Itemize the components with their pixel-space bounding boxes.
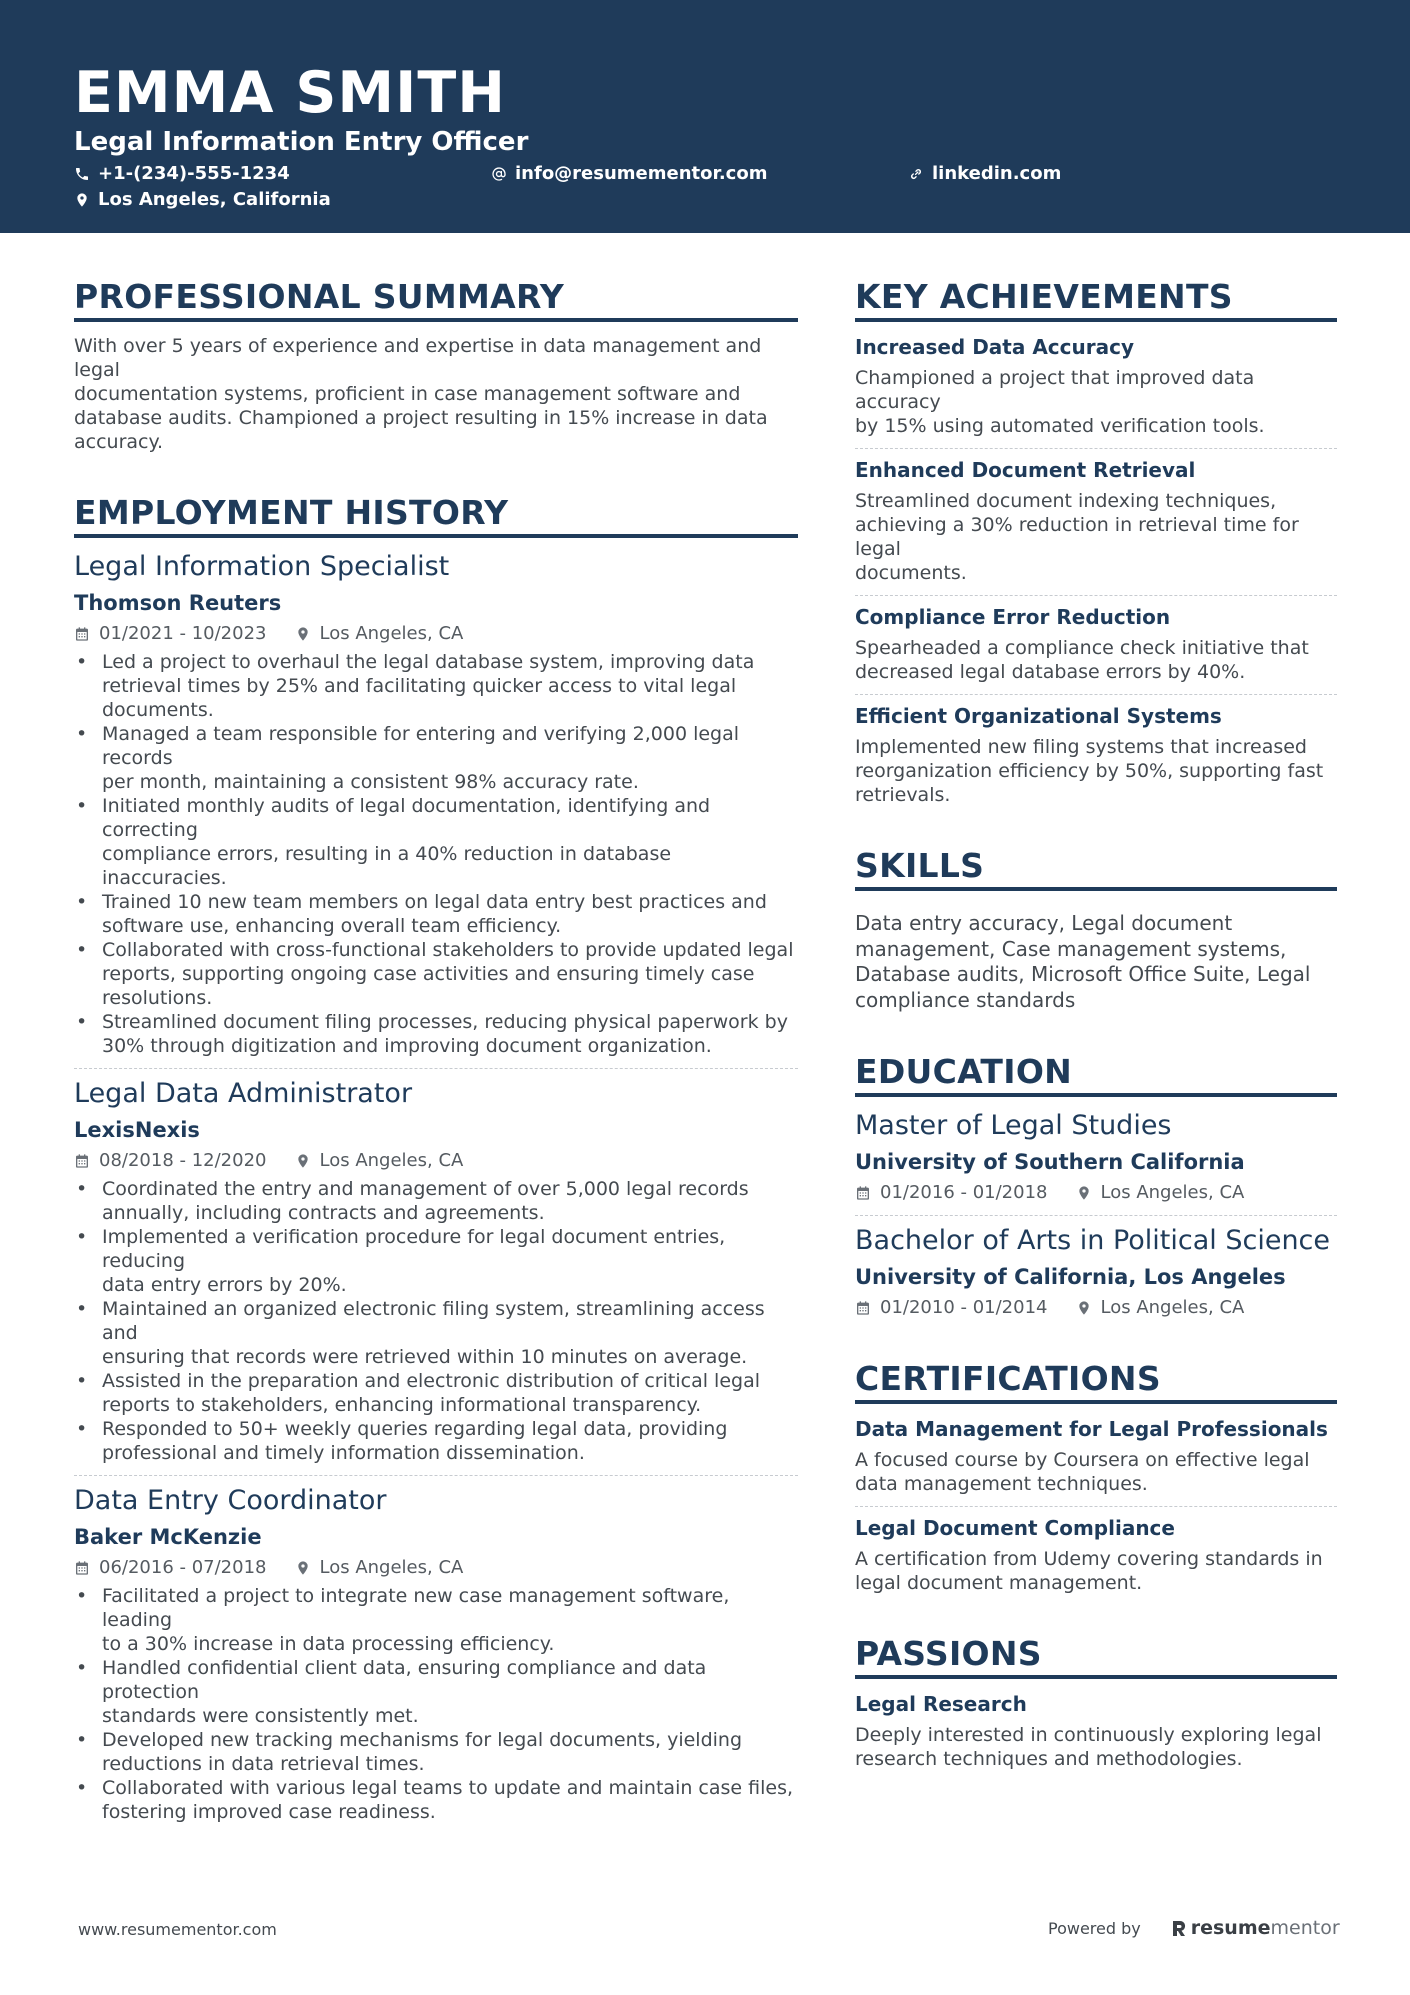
school-name: University of Southern California: [855, 1150, 1245, 1174]
skills-text: [855, 911, 1337, 1013]
description-line: Championed a project that improved data accuracy: [855, 367, 1255, 413]
bullet-line: ensuring that records were retrieved within 10 minutes on average.: [102, 1346, 748, 1368]
bullet-line: professional and timely information dissemination.: [102, 1442, 585, 1464]
divider: [855, 694, 1337, 695]
description-line: A focused course by Coursera on effective legal: [855, 1449, 1310, 1471]
bullet-line: documents.: [102, 699, 214, 721]
achievement-description: [855, 489, 1337, 585]
description-line: by 15% using automated verification tools.: [855, 415, 1265, 437]
bullet-line: 30% through digitization and improving document organization.: [102, 1035, 712, 1057]
job-bullets: [74, 650, 798, 1058]
skills-line: Data entry accuracy, Legal document: [855, 911, 1233, 935]
passions-list: [855, 1691, 1337, 1771]
location-group: [295, 1556, 464, 1580]
bullet-line: • Facilitated a project to integrate new case management software, leading: [102, 1585, 730, 1631]
location-text: Los Angeles, California: [98, 189, 331, 210]
location-text: Los Angeles, CA: [319, 1557, 464, 1578]
link-icon: [908, 166, 924, 182]
job-bullet: [74, 1584, 798, 1656]
dates-text: 01/2021 - 10/2023: [99, 623, 267, 644]
bullet-line: fostering improved case readiness.: [102, 1801, 436, 1823]
contact-linkedin[interactable]: [908, 163, 1061, 185]
job-entry: [74, 1484, 798, 1824]
candidate-name: EMMA SMITH: [74, 60, 506, 126]
description-line: decreased legal database errors by 40%.: [855, 661, 1246, 683]
job-entry: [74, 1077, 798, 1465]
location-pin-icon: [295, 1153, 311, 1169]
dates-group: [855, 1296, 1048, 1320]
divider: [855, 1215, 1337, 1216]
passion: [855, 1691, 1337, 1771]
job-bullet: [74, 1417, 798, 1465]
description-line: achieving a 30% reduction in retrieval time for legal: [855, 514, 1299, 560]
bullet-line: compliance errors, resulting in a 40% reduction in database inaccuracies.: [102, 843, 672, 889]
bullet-line: annually, including contracts and agreements.: [102, 1202, 545, 1224]
degree-title: Bachelor of Arts in Political Science: [855, 1225, 1331, 1256]
passion-description: [855, 1723, 1337, 1771]
dates-group: [74, 1556, 267, 1580]
location-group: [1076, 1296, 1245, 1320]
bullet-line: • Collaborated with various legal teams to update and maintain case files,: [102, 1777, 794, 1799]
date-location-row: [74, 1556, 798, 1580]
employment-section: [74, 492, 798, 1824]
bullet-line: • Streamlined document filing processes, reducing physical paperwork by: [102, 1011, 788, 1033]
bullet-line: • Handled confidential client data, ensuring compliance and data protection: [102, 1657, 707, 1703]
bullet-line: resolutions.: [102, 987, 213, 1009]
dates-text: 06/2016 - 07/2018: [99, 1557, 267, 1578]
job-bullet: [74, 1225, 798, 1297]
date-location-row: [855, 1181, 1337, 1205]
bullet-line: • Responded to 50+ weekly queries regarding legal data, providing: [102, 1418, 728, 1440]
achievement-title: Compliance Error Reduction: [855, 605, 1171, 629]
job-title: Data Entry Coordinator: [74, 1485, 387, 1516]
job-bullet: [74, 650, 798, 722]
calendar-icon: [855, 1300, 871, 1316]
achievement: [855, 604, 1337, 684]
skills-line: compliance standards: [855, 987, 1076, 1012]
bullet-line: data entry errors by 20%.: [102, 1274, 347, 1296]
footer-website[interactable]: www.resumementor.com: [78, 1920, 277, 1939]
email-text: info@resumementor.com: [515, 163, 768, 184]
description-line: Implemented new filing systems that increased: [855, 736, 1307, 758]
phone-icon: [74, 166, 90, 182]
divider: [855, 448, 1337, 449]
job-bullets: [74, 1584, 798, 1824]
dates-group: [74, 622, 267, 646]
bullet-line: • Maintained an organized electronic filing system, streamlining access and: [102, 1298, 765, 1344]
brand-mark-icon: [1171, 1919, 1187, 1937]
bullet-line: • Coordinated the entry and management of over 5,000 legal records: [102, 1178, 749, 1200]
job-bullet: [74, 794, 798, 890]
certifications-heading: CERTIFICATIONS: [855, 1358, 1337, 1404]
description-line: retrievals.: [855, 784, 951, 806]
footer-powered: [1048, 1917, 1340, 1939]
achievements-list: [855, 334, 1337, 807]
passions-heading: PASSIONS: [855, 1633, 1337, 1679]
summary-text: [74, 334, 798, 454]
achievements-heading: KEY ACHIEVEMENTS: [855, 276, 1337, 322]
education-heading: EDUCATION: [855, 1051, 1337, 1097]
skills-heading: SKILLS: [855, 845, 1337, 891]
company-name: Baker McKenzie: [74, 1525, 262, 1549]
brand-light: mentor: [1270, 1917, 1340, 1939]
summary-section: [74, 276, 798, 454]
contact-location: [74, 189, 331, 211]
location-pin-icon: [295, 1560, 311, 1576]
certification-title: Data Management for Legal Professionals: [855, 1417, 1328, 1441]
skills-section: [855, 845, 1337, 1013]
bullet-line: to a 30% increase in data processing efficiency.: [102, 1633, 555, 1655]
dates-text: 01/2016 - 01/2018: [880, 1182, 1048, 1203]
jobs-list: [74, 550, 798, 1824]
job-bullet: [74, 1177, 798, 1225]
job-bullet: [74, 1369, 798, 1417]
divider: [855, 1506, 1337, 1507]
achievement: [855, 457, 1337, 585]
achievement: [855, 334, 1337, 438]
location-text: Los Angeles, CA: [1100, 1297, 1245, 1318]
at-icon: [491, 166, 507, 182]
bullet-line: software use, enhancing overall team efficiency.: [102, 915, 562, 937]
description-line: reorganization efficiency by 50%, supporting fast: [855, 760, 1324, 782]
summary-heading: PROFESSIONAL SUMMARY: [74, 276, 798, 322]
certification: [855, 1416, 1337, 1496]
divider: [74, 1068, 798, 1069]
job-bullet: [74, 890, 798, 938]
education-entry: [855, 1109, 1337, 1205]
job-title: Legal Data Administrator: [74, 1078, 413, 1109]
bullet-line: • Developed new tracking mechanisms for legal documents, yielding: [102, 1729, 743, 1751]
location-text: Los Angeles, CA: [319, 623, 464, 644]
achievement-description: [855, 636, 1337, 684]
job-bullet: [74, 1656, 798, 1728]
description-line: research techniques and methodologies.: [855, 1748, 1243, 1770]
school-name: University of California, Los Angeles: [855, 1265, 1286, 1289]
job-bullet: [74, 722, 798, 794]
education-list: [855, 1109, 1337, 1320]
date-location-row: [74, 622, 798, 646]
education-section: [855, 1051, 1337, 1320]
job-bullet: [74, 1297, 798, 1369]
description-line: Streamlined document indexing techniques,: [855, 490, 1277, 512]
contact-phone[interactable]: [74, 163, 290, 185]
location-text: Los Angeles, CA: [319, 1150, 464, 1171]
skills-line: management, Case management systems,: [855, 936, 1287, 961]
job-bullet: [74, 1728, 798, 1776]
certification-title: Legal Document Compliance: [855, 1516, 1175, 1540]
job-bullet: [74, 1010, 798, 1058]
dates-group: [74, 1149, 267, 1173]
date-location-row: [74, 1149, 798, 1173]
dates-group: [855, 1181, 1048, 1205]
divider: [74, 1475, 798, 1476]
linkedin-text: linkedin.com: [932, 163, 1062, 184]
dates-text: 08/2018 - 12/2020: [99, 1150, 267, 1171]
bullet-line: • Assisted in the preparation and electronic distribution of critical legal: [102, 1370, 760, 1392]
calendar-icon: [74, 1560, 90, 1576]
divider: [855, 595, 1337, 596]
certification-description: [855, 1547, 1337, 1595]
date-location-row: [855, 1296, 1337, 1320]
summary-line: With over 5 years of experience and expertise in data management and legal: [74, 335, 762, 381]
calendar-icon: [74, 1153, 90, 1169]
left-column: [74, 276, 798, 1824]
job-title: Legal Information Specialist: [74, 551, 450, 582]
achievements-section: [855, 276, 1337, 807]
calendar-icon: [74, 626, 90, 642]
brand-bold: resume: [1190, 1917, 1271, 1939]
achievement: [855, 703, 1337, 807]
location-text: Los Angeles, CA: [1100, 1182, 1245, 1203]
right-column: [855, 276, 1337, 1771]
dates-text: 01/2010 - 01/2014: [880, 1297, 1048, 1318]
bullet-line: • Managed a team responsible for entering and verifying 2,000 legal records: [102, 723, 740, 769]
degree-title: Master of Legal Studies: [855, 1110, 1172, 1141]
location-pin-icon: [74, 192, 90, 208]
job-entry: [74, 550, 798, 1058]
certifications-list: [855, 1416, 1337, 1595]
certification-description: [855, 1448, 1337, 1496]
summary-line: database audits. Championed a project resulting in 15% increase in data: [74, 407, 768, 429]
location-group: [295, 1149, 464, 1173]
description-line: data management techniques.: [855, 1473, 1148, 1495]
description-line: Spearheaded a compliance check initiative that: [855, 637, 1309, 659]
bullet-line: reports to stakeholders, enhancing informational transparency.: [102, 1394, 702, 1416]
summary-line: accuracy.: [74, 431, 164, 453]
description-line: Deeply interested in continuously exploring legal: [855, 1724, 1322, 1746]
powered-by-text: Powered by: [1048, 1918, 1141, 1938]
certifications-section: [855, 1358, 1337, 1595]
bullet-line: • Collaborated with cross-functional stakeholders to provide updated legal: [102, 939, 794, 961]
company-name: Thomson Reuters: [74, 591, 282, 615]
achievement-title: Increased Data Accuracy: [855, 335, 1135, 359]
location-pin-icon: [295, 626, 311, 642]
bullet-line: standards were consistently met.: [102, 1705, 419, 1727]
bullet-line: per month, maintaining a consistent 98% accuracy rate.: [102, 771, 639, 793]
achievement-title: Enhanced Document Retrieval: [855, 458, 1196, 482]
description-line: legal document management.: [855, 1572, 1143, 1594]
passion-title: Legal Research: [855, 1692, 1027, 1716]
achievement-title: Efficient Organizational Systems: [855, 704, 1222, 728]
candidate-title: Legal Information Entry Officer: [74, 127, 529, 157]
bullet-line: • Trained 10 new team members on legal data entry best practices and: [102, 891, 767, 913]
employment-heading: EMPLOYMENT HISTORY: [74, 492, 798, 538]
bullet-line: reductions in data retrieval times.: [102, 1753, 425, 1775]
summary-line: documentation systems, proficient in case management software and: [74, 383, 741, 405]
company-name: LexisNexis: [74, 1118, 200, 1142]
bullet-line: • Initiated monthly audits of legal documentation, identifying and correcting: [102, 795, 711, 841]
bullet-line: • Led a project to overhaul the legal database system, improving data: [102, 651, 755, 673]
description-line: documents.: [855, 562, 967, 584]
brand-logo[interactable]: [1171, 1917, 1340, 1939]
bullet-line: • Implemented a verification procedure for legal document entries, reducing: [102, 1226, 726, 1272]
location-group: [1076, 1181, 1245, 1205]
contact-email[interactable]: [491, 163, 767, 185]
calendar-icon: [855, 1185, 871, 1201]
location-pin-icon: [1076, 1300, 1092, 1316]
location-pin-icon: [1076, 1185, 1092, 1201]
passions-section: [855, 1633, 1337, 1771]
achievement-description: [855, 735, 1337, 807]
job-bullet: [74, 938, 798, 1010]
education-entry: [855, 1224, 1337, 1320]
bullet-line: retrieval times by 25% and facilitating quicker access to vital legal: [102, 675, 737, 697]
phone-text: +1-(234)-555-1234: [98, 163, 290, 184]
achievement-description: [855, 366, 1337, 438]
bullet-line: reports, supporting ongoing case activities and ensuring timely case: [102, 963, 755, 985]
resume-header: [0, 0, 1410, 233]
certification: [855, 1515, 1337, 1595]
location-group: [295, 622, 464, 646]
skills-line: Database audits, Microsoft Office Suite, Legal: [855, 962, 1311, 986]
job-bullets: [74, 1177, 798, 1465]
description-line: A certification from Udemy covering standards in: [855, 1548, 1323, 1570]
job-bullet: [74, 1776, 798, 1824]
